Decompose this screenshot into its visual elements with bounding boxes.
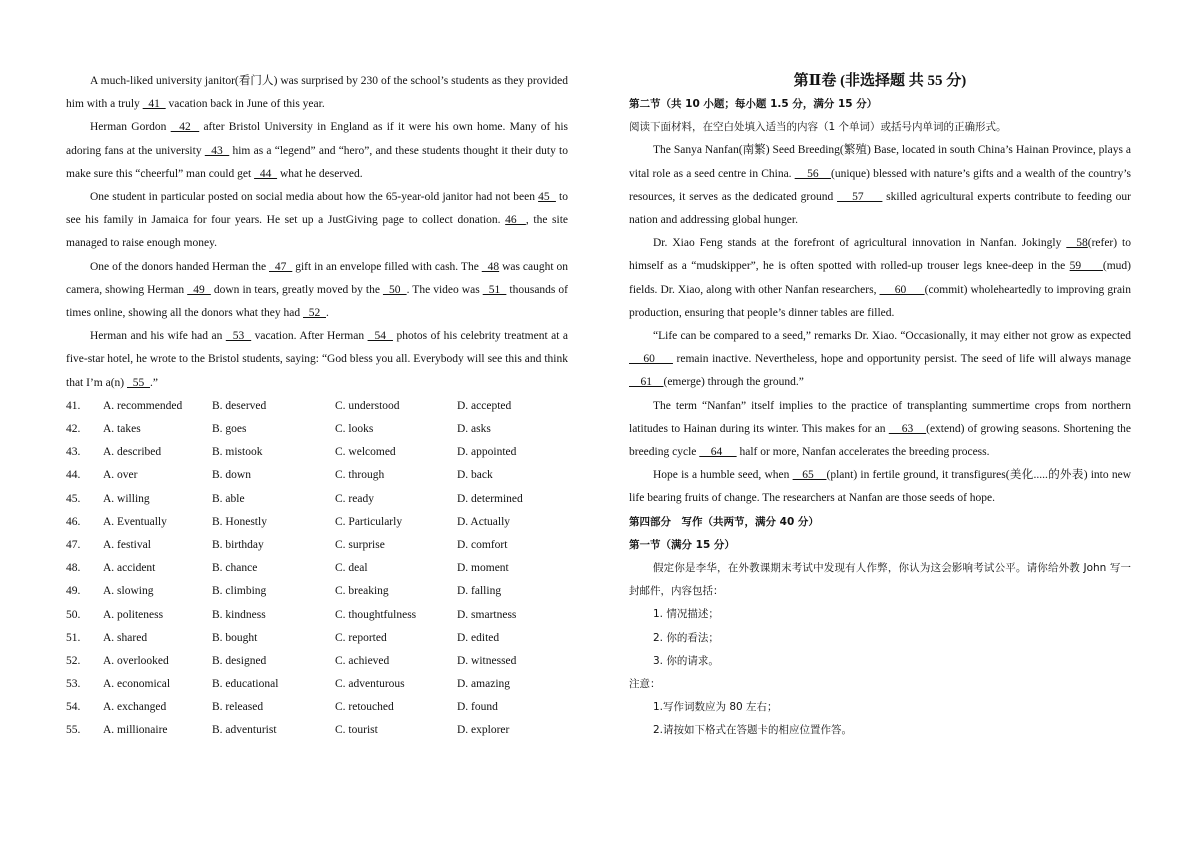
blank: 59 (1069, 260, 1103, 273)
text: was caught on camera, showing Herman (66, 260, 569, 296)
text: One student in particular posted on social media about how the 65-year-old janitor had not been (90, 191, 539, 204)
option-a: A. festival (103, 538, 151, 551)
option-row (66, 557, 568, 580)
blank: 48 (481, 260, 500, 273)
option-a: A. slowing (103, 585, 154, 598)
option-a: A. shared (103, 631, 148, 644)
question-number: 44. (66, 469, 81, 482)
option-c: C. deal (335, 562, 368, 575)
option-b: B. designed (212, 654, 267, 667)
text: . (326, 307, 329, 320)
paragraph (66, 70, 568, 116)
text: (mud) fields. Dr. Xiao, along with other Nanfan researchers, (629, 260, 1132, 296)
option-row (66, 395, 568, 418)
paragraph (66, 256, 568, 326)
blank: 65 (792, 469, 827, 482)
question-number: 54. (66, 701, 81, 714)
option-b: B. climbing (212, 585, 267, 598)
text: Hope is a humble seed, when (653, 469, 793, 482)
blank: 46 (505, 214, 526, 227)
option-a: A. politeness (103, 608, 164, 621)
text: skilled agricultural experts contribute to feeding our nation and addressing global hunger. (629, 190, 1131, 227)
blank: 41 (142, 98, 166, 111)
text: vacation back in June of this year. (165, 98, 325, 111)
option-c: C. tourist (335, 724, 378, 737)
question-number: 43. (66, 446, 81, 459)
blank: 43 (204, 144, 230, 157)
text: Herman Gordon (90, 121, 171, 134)
blank: 60 (879, 283, 925, 296)
text: Dr. Xiao Feng stands at the forefront of agricultural innovation in Nanfan. Jokingly (653, 237, 1067, 250)
option-a: A. recommended (103, 399, 183, 412)
option-b: B. birthday (212, 538, 264, 551)
option-c: C. welcomed (335, 446, 396, 459)
blank: 47 (269, 260, 293, 273)
text: him as a “legend” and “hero”, and these students thought it their duty to make sure this “cheerful” man could get (66, 144, 569, 180)
option-d: D. edited (457, 631, 500, 644)
option-row (66, 604, 568, 627)
option-c: C. adventurous (335, 678, 405, 691)
option-c: C. thoughtfulness (335, 608, 417, 621)
blank: 63 (888, 422, 927, 435)
option-a: A. described (103, 446, 162, 459)
option-b: B. bought (212, 631, 258, 644)
option-b: B. able (212, 492, 245, 505)
text: gift in an envelope filled with cash. The (292, 260, 482, 273)
cloze-passage (66, 70, 568, 395)
blank: 53 (225, 330, 252, 343)
question-number: 53. (66, 678, 81, 691)
instruction: 阅读下面材料，在空白处填入适当的内容（1 个单词）或括号内单词的正确形式。 (629, 121, 1007, 134)
option-d: D. smartness (457, 608, 517, 621)
option-d: D. falling (457, 585, 502, 598)
text: (refer) to himself as a “mudskipper”, he is often spotted with rolled-up trouser legs knee-deep in the (629, 237, 1132, 273)
text: (unique) blessed with nature’s gifts and a wealth of the country’s resources, it serves as the dedicated ground (629, 167, 1131, 203)
paragraph (66, 116, 568, 186)
blank: 64 (699, 446, 737, 459)
option-row (66, 534, 568, 557)
blank: 49 (187, 283, 211, 296)
option-c: C. Particularly (335, 515, 403, 528)
blank: 42 (170, 121, 200, 134)
text: A much-liked university janitor(看门人) was surprised by 230 of the school’s students as they provided him with a truly (66, 75, 568, 111)
text: Herman and his wife had an (90, 330, 226, 343)
question-number: 42. (66, 423, 81, 436)
question-number: 55. (66, 724, 81, 737)
blank: 50 (382, 283, 407, 296)
option-d: D. amazing (457, 678, 511, 691)
text: (extend) of growing seasons. Shortening the breeding cycle (629, 422, 1131, 459)
option-d: D. appointed (457, 446, 517, 459)
option-c: C. surprise (335, 538, 385, 551)
text: The Sanya Nanfan(南繁) Seed Breeding(繁殖) Base, located in south China’s Hainan Province, plays a vital role as a seed centre in China. (629, 144, 1131, 180)
section2-heading: 第二节（共 10 小题；每小题 1.5 分，满分 15 分） (629, 98, 878, 110)
text: (commit) wholeheartedly to improving grain production, ensuring that people’s dinner tables are filled. (629, 283, 1131, 319)
note-1: 1.写作词数应为 80 左右； (653, 701, 778, 714)
question-number: 50. (66, 608, 81, 621)
question-number: 49. (66, 585, 81, 598)
option-b: B. mistook (212, 446, 263, 459)
option-c: C. understood (335, 399, 400, 412)
option-b: B. Honestly (212, 515, 267, 528)
blank: 45 (538, 191, 556, 204)
text: to see his family in Jamaica for four years. He set up a JustGiving page to collect donation. (66, 191, 569, 227)
text: (plant) in fertile ground, it transfigures(美化.....的外表) into new life bearing fruits of change. The researchers at Nanfan are those seeds of hope. (629, 469, 1131, 505)
grammar-passage (629, 139, 1131, 510)
paragraph (629, 232, 1131, 325)
blank: 52 (303, 307, 326, 320)
option-row (66, 627, 568, 650)
text: photos of his celebrity treatment at a five-star hotel, he wrote to the Bristol students, saying: “God bless you all. Everybody will see this and think that I’m a(n) (66, 330, 568, 389)
option-a: A. millionaire (103, 724, 168, 737)
option-d: D. moment (457, 562, 509, 575)
paragraph (629, 464, 1131, 510)
blank: 58 (1066, 237, 1088, 250)
option-row (66, 511, 568, 534)
text: thousands of times online, showing all the donors what they had (66, 283, 569, 320)
option-d: D. explorer (457, 724, 510, 737)
blank: 55 (127, 376, 150, 389)
paragraph (66, 186, 568, 256)
point-2: 2. 你的看法； (653, 631, 719, 644)
option-b: B. down (212, 469, 251, 482)
text: “Life can be compared to a seed,” remarks Dr. Xiao. “Occasionally, it may either not grow as expected (653, 330, 1131, 343)
question-number: 46. (66, 515, 81, 528)
option-d: D. comfort (457, 538, 508, 551)
section1-heading: 第一节（满分 15 分） (629, 538, 735, 551)
blank: 44 (254, 167, 278, 180)
part4-heading: 第四部分 写作（共两节，满分 40 分） (629, 515, 819, 528)
paragraph (629, 139, 1131, 232)
option-c: C. looks (335, 423, 374, 436)
option-row (66, 696, 568, 719)
blank: 60 (629, 353, 673, 366)
text: . The video was (406, 283, 483, 296)
question-number: 41. (66, 399, 81, 412)
question-number: 47. (66, 538, 81, 551)
option-a: A. Eventually (103, 515, 167, 528)
option-row (66, 650, 568, 673)
option-c: C. through (335, 469, 385, 482)
question-number: 48. (66, 562, 81, 575)
option-a: A. overlooked (103, 654, 169, 667)
paragraph (66, 325, 568, 395)
note-2: 2.请按如下格式在答题卡的相应位置作答。 (653, 724, 853, 737)
text: .” (150, 376, 158, 389)
option-row (66, 464, 568, 487)
question-number: 52. (66, 654, 81, 667)
option-a: A. takes (103, 423, 141, 436)
option-d: D. found (457, 701, 498, 714)
option-d: D. Actually (457, 515, 511, 528)
question-number: 51. (66, 631, 81, 644)
options-list (66, 395, 568, 743)
blank: 61 (629, 376, 664, 389)
option-c: C. achieved (335, 654, 390, 667)
option-c: C. ready (335, 492, 374, 505)
paragraph (629, 395, 1131, 465)
blank: 51 (482, 283, 507, 296)
text: what he deserved. (277, 167, 363, 180)
blank: 56 (794, 167, 832, 180)
text: down in tears, greatly moved by the (210, 283, 383, 296)
option-a: A. exchanged (103, 701, 167, 714)
option-row (66, 488, 568, 511)
option-a: A. accident (103, 562, 156, 575)
option-a: A. willing (103, 492, 150, 505)
point-3: 3. 你的请求。 (653, 654, 719, 667)
blank: 54 (367, 330, 393, 343)
text: , the site managed to raise enough money. (66, 214, 568, 250)
option-d: D. accepted (457, 399, 512, 412)
option-a: A. economical (103, 678, 171, 691)
text: after Bristol University in England as if it were his own home. Many of his adoring fans at the university (66, 121, 568, 157)
option-row (66, 673, 568, 696)
option-b: B. educational (212, 678, 279, 691)
point-1: 1. 情况描述； (653, 608, 719, 621)
option-b: B. adventurist (212, 724, 277, 737)
text: One of the donors handed Herman the (90, 260, 269, 273)
option-c: C. reported (335, 631, 387, 644)
text: vacation. After Herman (251, 330, 368, 343)
option-d: D. asks (457, 423, 491, 436)
paragraph (629, 325, 1131, 395)
left-column (66, 70, 568, 743)
option-row (66, 441, 568, 464)
option-d: D. back (457, 469, 493, 482)
text: half or more, Nanfan accelerates the breeding process. (736, 446, 990, 459)
option-c: C. breaking (335, 585, 389, 598)
option-b: B. kindness (212, 608, 266, 621)
option-c: C. retouched (335, 701, 394, 714)
option-b: B. chance (212, 562, 258, 575)
option-row (66, 719, 568, 742)
blank: 57 (837, 190, 883, 203)
text: remain inactive. Nevertheless, hope and opportunity persist. The seed of life will always manage (672, 353, 1131, 366)
writing-prompt: 假定你是李华，在外教课期末考试中发现有人作弊，你认为这会影响考试公平。请你给外教 John 写一封邮件，内容包括： (629, 562, 1131, 598)
option-b: B. released (212, 701, 264, 714)
text: The term “Nanfan” itself implies to the practice of transplanting summertime crops from northern latitudes to Hainan during its winter. This makes for an (629, 399, 1131, 435)
right-column (629, 70, 1131, 743)
option-a: A. over (103, 469, 138, 482)
question-number: 45. (66, 492, 81, 505)
option-row (66, 580, 568, 603)
option-row (66, 418, 568, 441)
option-d: D. witnessed (457, 654, 517, 667)
notes-heading: 注意： (629, 678, 661, 691)
option-d: D. determined (457, 492, 523, 505)
section-title: 第Ⅱ卷 (非选择题 共 55 分) (793, 73, 967, 89)
option-b: B. goes (212, 423, 247, 436)
text: (emerge) through the ground.” (663, 376, 804, 389)
option-b: B. deserved (212, 399, 267, 412)
